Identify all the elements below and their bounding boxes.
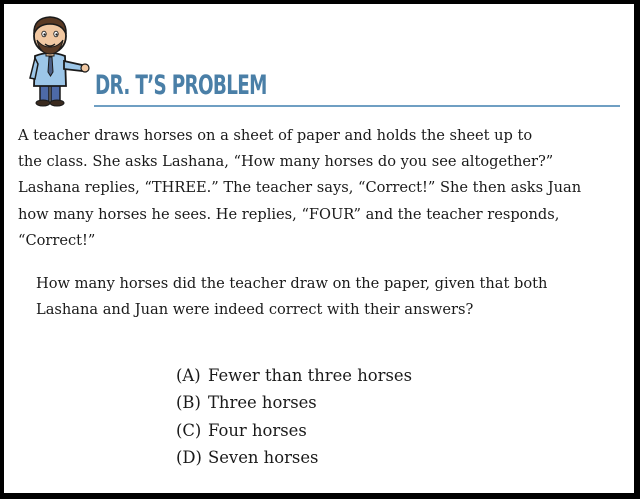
problem-card [4, 4, 634, 493]
statement-line: Lashana replies, “THREE.” The teacher says, “Correct!” She then asks Juan [18, 179, 582, 197]
choice-letter: (D) [176, 448, 202, 468]
question-text [36, 271, 606, 323]
title-underline [94, 105, 620, 107]
statement-line: “Correct!” [18, 231, 96, 249]
statement-line: A teacher draws horses on a sheet of paper and holds the sheet up to [18, 127, 533, 144]
question-line: Lashana and Juan were indeed correct with their answers? [36, 301, 474, 318]
choice-text: Three horses [208, 393, 317, 413]
choice-text: Seven horses [208, 448, 319, 468]
page-title: DR. T’S PROBLEM [95, 70, 267, 101]
choice-a [176, 362, 412, 389]
choice-text: Four horses [208, 420, 307, 440]
problem-statement [18, 123, 608, 254]
choice-letter: (C) [176, 420, 202, 440]
choice-b [176, 389, 412, 416]
choice-c [176, 417, 412, 444]
question-line: How many horses did the teacher draw on the paper, given that both [36, 275, 548, 292]
choice-letter: (A) [176, 366, 201, 385]
answer-choices [176, 362, 412, 472]
statement-line: the class. She asks Lashana, “How many horses do you see altogether?” [18, 153, 554, 171]
choice-text: Fewer than three horses [208, 366, 413, 385]
teacher-avatar-icon [18, 12, 92, 108]
choice-d [176, 444, 412, 471]
choice-letter: (B) [176, 393, 201, 413]
statement-line: how many horses he sees. He replies, “FOUR” and the teacher responds, [18, 205, 560, 223]
